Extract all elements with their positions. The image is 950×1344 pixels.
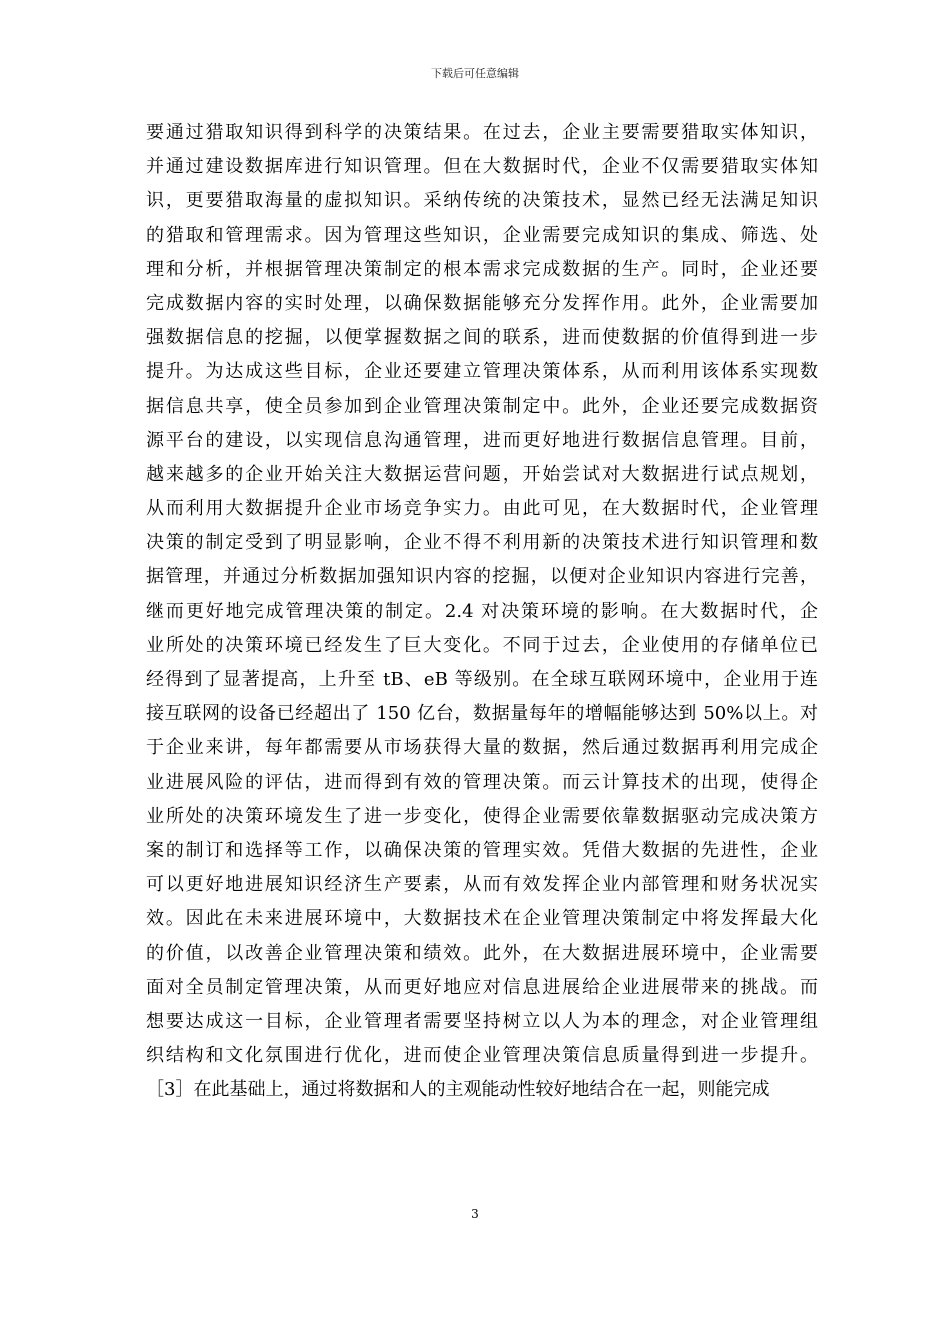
text-line: 强数据信息的挖掘，以便掌握数据之间的联系，进而使数据的价值得到进一步	[146, 327, 818, 349]
text-line: 据管理，并通过分析数据加强知识内容的挖掘，以便对企业知识内容进行完善，	[146, 566, 818, 588]
text-line: 源平台的建设，以实现信息沟通管理，进而更好地进行数据信息管理。目前，	[146, 429, 818, 451]
text-line: 面对全员制定管理决策，从而更好地应对信息进展给企业进展带来的挑战。而	[146, 976, 818, 998]
text-line: 案的制订和选择等工作，以确保决策的管理实效。凭借大数据的先进性，企业	[146, 839, 818, 861]
text-line: 接互联网的设备已经超出了 150 亿台，数据量每年的增幅能够达到 50%以上。对	[146, 703, 818, 725]
text-line: 于企业来讲，每年都需要从市场获得大量的数据，然后通过数据再利用完成企	[146, 737, 818, 759]
text-line: 的价值，以改善企业管理决策和绩效。此外，在大数据进展环境中，企业需要	[146, 942, 818, 964]
page-header: 下载后可任意编辑	[431, 67, 519, 80]
text-line: 的猎取和管理需求。因为管理这些知识，企业需要完成知识的集成、筛选、处	[146, 224, 818, 246]
text-line: 可以更好地进展知识经济生产要素，从而有效发挥企业内部管理和财务状况实	[146, 874, 818, 896]
text-line: 继而更好地完成管理决策的制定。2.4 对决策环境的影响。在大数据时代，企	[146, 600, 818, 622]
body-text	[146, 116, 818, 1107]
text-line: 越来越多的企业开始关注大数据运营问题，开始尝试对大数据进行试点规划，	[146, 463, 818, 485]
text-line: 想要达成这一目标，企业管理者需要坚持树立以人为本的理念，对企业管理组	[146, 1010, 818, 1032]
text-line: 决策的制定受到了明显影响，企业不得不利用新的决策技术进行知识管理和数	[146, 532, 818, 554]
text-line: 织结构和文化氛围进行优化，进而使企业管理决策信息质量得到进一步提升。	[146, 1045, 818, 1067]
text-line: 据信息共享，使全员参加到企业管理决策制定中。此外，企业还要完成数据资	[146, 395, 818, 417]
text-line: 业所处的决策环境已经发生了巨大变化。不同于过去，企业使用的存储单位已	[146, 634, 818, 656]
text-line: ［3］在此基础上，通过将数据和人的主观能动性较好地结合在一起，则能完成	[146, 1079, 770, 1101]
text-line: 经得到了显著提高，上升至 tB、eB 等级别。在全球互联网环境中，企业用于连	[146, 669, 818, 690]
text-line: 识，更要猎取海量的虚拟知识。采纳传统的决策技术，显然已经无法满足知识	[146, 190, 818, 212]
text-line: 效。因此在未来进展环境中，大数据技术在企业管理决策制定中将发挥最大化	[146, 908, 818, 930]
text-line: 要通过猎取知识得到科学的决策结果。在过去，企业主要需要猎取实体知识，	[146, 122, 818, 143]
text-line: 完成数据内容的实时处理，以确保数据能够充分发挥作用。此外，企业需要加	[146, 292, 818, 314]
text-line: 业进展风险的评估，进而得到有效的管理决策。而云计算技术的出现，使得企	[146, 771, 818, 793]
text-line: 提升。为达成这些目标，企业还要建立管理决策体系，从而利用该体系实现数	[146, 361, 818, 383]
text-line: 业所处的决策环境发生了进一步变化，使得企业需要依靠数据驱动完成决策方	[146, 805, 818, 827]
text-line: 理和分析，并根据管理决策制定的根本需求完成数据的生产。同时，企业还要	[146, 258, 818, 280]
text-line: 并通过建设数据库进行知识管理。但在大数据时代，企业不仅需要猎取实体知	[146, 156, 818, 178]
page-number: 3	[471, 1207, 479, 1221]
text-line: 从而利用大数据提升企业市场竞争实力。由此可见，在大数据时代，企业管理	[146, 498, 818, 520]
